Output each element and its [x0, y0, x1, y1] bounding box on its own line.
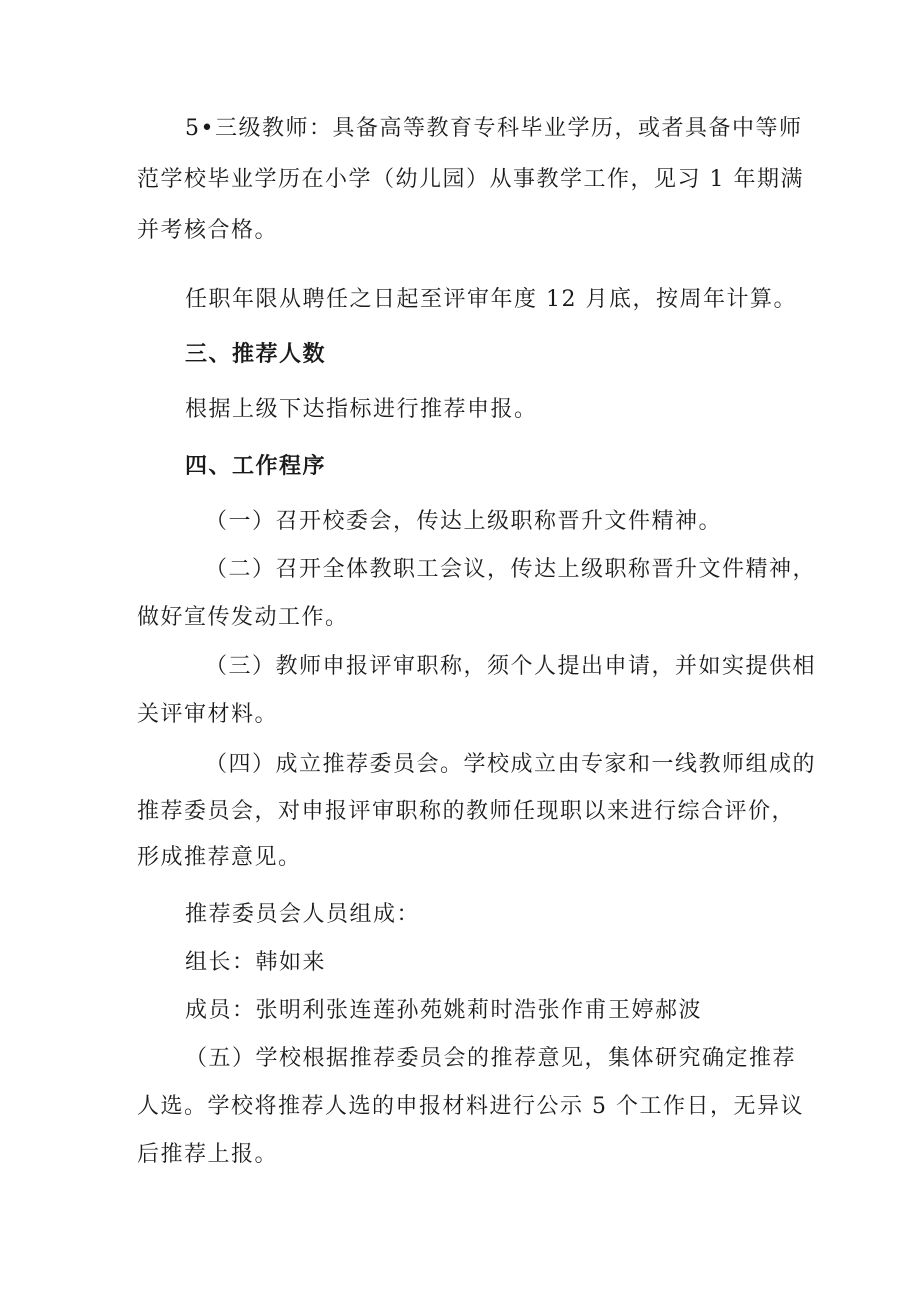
procedure-step-3-line1: （三）教师申报评审职称，须个人提出申请，并如实提供相	[205, 654, 817, 679]
paragraph-term-calculation: 任职年限从聘任之日起至评审年度 12 月底，按周年计算。	[185, 287, 797, 312]
paragraph-recommendation-quota: 根据上级下达指标进行推荐申报。	[185, 397, 538, 422]
procedure-step-5-line3: 后推荐上报。	[137, 1142, 279, 1167]
procedure-step-2-line1: （二）召开全体教职工会议，传达上级职称晋升文件精神，	[205, 557, 817, 582]
section-heading-recommendation-count: 三、推荐人数	[185, 342, 327, 367]
paragraph-third-grade-teacher-line3: 并考核合格。	[137, 218, 279, 243]
procedure-step-1: （一）召开校委会，传达上级职称晋升文件精神。	[205, 509, 723, 534]
paragraph-third-grade-teacher-line1: 5•三级教师：具备高等教育专科毕业学历，或者具备中等师	[185, 116, 803, 141]
procedure-step-4-line2: 推荐委员会，对申报评审职称的教师任现职以来进行综合评价，	[137, 799, 796, 824]
section-heading-work-procedure: 四、工作程序	[185, 454, 327, 479]
procedure-step-5-line2: 人选。学校将推荐人选的申报材料进行公示 5 个工作日，无异议	[137, 1094, 804, 1119]
paragraph-third-grade-teacher-line2: 范学校毕业学历在小学（幼儿园）从事教学工作，见习 1 年期满	[137, 167, 804, 192]
procedure-step-4-line1: （四）成立推荐委员会。学校成立由专家和一线教师组成的	[205, 752, 817, 777]
procedure-step-5-line1: （五）学校根据推荐委员会的推荐意见，集体研究确定推荐	[185, 1046, 797, 1071]
committee-members: 成员：张明利张连莲孙苑姚莉时浩张作甫王婷郝波	[185, 998, 703, 1023]
procedure-step-2-line2: 做好宣传发动工作。	[137, 605, 349, 630]
procedure-step-3-line2: 关评审材料。	[137, 702, 279, 727]
committee-leader: 组长：韩如来	[185, 950, 327, 975]
committee-composition-label: 推荐委员会人员组成：	[185, 902, 421, 927]
procedure-step-4-line3: 形成推荐意见。	[137, 845, 302, 870]
